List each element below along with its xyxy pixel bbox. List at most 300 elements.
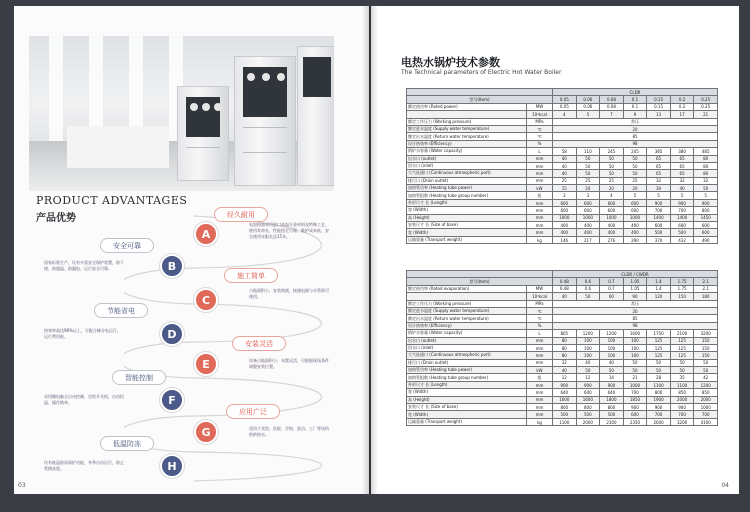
advantages-heading-cn: 产品优势 [36, 213, 76, 224]
table-cell: 20 [553, 307, 718, 314]
table-cell: 400 [576, 229, 600, 236]
table-cell: 25 [553, 177, 577, 184]
table-cell: mm [527, 162, 553, 169]
table-cell: 32 [553, 359, 577, 366]
table-cell: 3200 [694, 330, 718, 337]
table-cell: 3 [576, 192, 600, 199]
table-cell: 110 [576, 148, 600, 155]
table-cell: 85 [553, 315, 718, 322]
table-cell: 21 [623, 374, 647, 381]
advantages-heading-en: PRODUCT ADVANTAGES [36, 194, 188, 207]
table-row [407, 118, 718, 125]
table-cell: 9 [623, 111, 647, 118]
table-cell: 安装尺寸 长 (Size of base) [407, 222, 527, 229]
table-cell: 安装尺寸 长 (Size of base) [407, 404, 527, 411]
table-row [407, 155, 718, 162]
table-cell: 42 [694, 374, 718, 381]
table-cell: 0.1 [623, 96, 647, 103]
table-cell: 锅炉水容量 (Water capacity) [407, 330, 527, 337]
table-cell: 2100 [600, 418, 624, 425]
table-cell: 0.2 [670, 96, 694, 103]
table-cell: 850 [670, 389, 694, 396]
table-cell: 90 [623, 293, 647, 300]
table-cell: 1.75 [670, 278, 694, 285]
table-cell: 50 [694, 359, 718, 366]
table-cell: 640 [600, 389, 624, 396]
advantage-b-desc: 国家标准生产，设有多重安全保护装置，防干烧、防超温、防漏电，运行安全可靠。 [44, 260, 124, 271]
table-cell: 宽 (Width) [407, 411, 527, 418]
table-cell: 1400 [670, 214, 694, 221]
table-cell: 50 [576, 162, 600, 169]
table-cell: 1.75 [670, 285, 694, 292]
table-cell: 40 [553, 155, 577, 162]
table-cell: 100 [576, 337, 600, 344]
table-cell: 0.2 [670, 103, 694, 110]
table-cell: kW [527, 367, 553, 374]
table-cell: 大气连通口 (Continuous atmospheric port) [407, 170, 527, 177]
advantage-e-badge: E [194, 352, 218, 376]
table-cell: 1600 [553, 396, 577, 403]
table-cell: 400 [600, 222, 624, 229]
table-cell: 50 [647, 359, 671, 366]
table-cell: 58 [553, 148, 577, 155]
table-cell: 1.05 [623, 278, 647, 285]
table-cell: 1450 [694, 214, 718, 221]
advantage-a-badge: A [194, 222, 218, 246]
table-cell: MPa [527, 118, 553, 125]
table-cell: 1100 [647, 381, 671, 388]
table-cell: 常压 [553, 300, 718, 307]
table-cell: 805 [553, 330, 577, 337]
table-cell: 600 [553, 199, 577, 206]
table-cell: 600 [553, 207, 577, 214]
table-cell: 217 [576, 236, 600, 243]
table-cell: 25 [576, 177, 600, 184]
table-cell: mm [527, 177, 553, 184]
table-cell [407, 293, 527, 300]
table-cell: 385 [647, 148, 671, 155]
product-photo [29, 36, 334, 191]
table-cell: 宽 (Width) [407, 207, 527, 214]
table-row [407, 148, 718, 155]
table-cell: 大气连通口 (Continuous atmospheric port) [407, 352, 527, 359]
table-row [407, 352, 718, 359]
table-cell: 32 [670, 177, 694, 184]
table-cell: 1100 [553, 418, 577, 425]
table-cell: 35 [670, 374, 694, 381]
advantage-f-badge: F [160, 388, 184, 412]
table-cell: 600 [576, 207, 600, 214]
table-cell: 700 [694, 411, 718, 418]
table-cell: 0.15 [647, 96, 671, 103]
table-row [407, 307, 718, 314]
table-row [407, 192, 718, 199]
table-cell: 100 [623, 344, 647, 351]
table-cell: mm [527, 214, 553, 221]
table-row [407, 396, 718, 403]
table-cell: 额定出水温度 (Return water temperature) [407, 133, 527, 140]
table-cell: 1.4 [647, 278, 671, 285]
table-cell: 10⁴kcal [527, 293, 553, 300]
table-cell: 65 [670, 162, 694, 169]
table-cell: 640 [553, 389, 577, 396]
table-cell: 100 [623, 352, 647, 359]
table-cell: 1200 [576, 330, 600, 337]
table-cell: 0.6 [576, 278, 600, 285]
table-cell: 1.05 [623, 285, 647, 292]
table-cell: mm [527, 352, 553, 359]
table-cell: CLDR / CWDR [553, 271, 718, 278]
table-row [407, 103, 718, 110]
table-cell: 100 [600, 337, 624, 344]
advantage-c-title: 施工简单 [224, 268, 278, 283]
table-cell: 80 [553, 352, 577, 359]
table-cell: 13 [647, 111, 671, 118]
table-cell: 125 [647, 337, 671, 344]
advantage-f-title: 智能控制 [112, 370, 166, 385]
table-cell: 额定进水温度 (Supply water temperature) [407, 125, 527, 132]
table-cell: 100 [600, 344, 624, 351]
table-row [407, 337, 718, 344]
table-cell: 50 [576, 170, 600, 177]
table-cell: 125 [647, 344, 671, 351]
table-cell: 常压 [553, 118, 718, 125]
page-number-right: 04 [721, 482, 729, 489]
table-row [407, 162, 718, 169]
table-cell: 600 [623, 207, 647, 214]
table-cell: % [527, 322, 553, 329]
table-cell: 额定出水温度 (Return water temperature) [407, 315, 527, 322]
table-cell: 100 [576, 352, 600, 359]
table-cell: 50 [600, 170, 624, 177]
table-row [407, 344, 718, 351]
table-cell: 400 [600, 229, 624, 236]
table-cell: 回水口 (inlet) [407, 344, 527, 351]
table-cell: 1000 [623, 214, 647, 221]
table-cell: 50 [623, 367, 647, 374]
table-header-row [407, 96, 718, 103]
table-cell: 额定工作压力 (Working pressure) [407, 118, 527, 125]
table-cell: mm [527, 229, 553, 236]
table-cell: 3 [553, 192, 577, 199]
table-cell: 98 [553, 140, 718, 147]
table-row [407, 229, 718, 236]
table-cell: 700 [647, 411, 671, 418]
spec-title: 电热水锅炉技术参数 [401, 56, 500, 69]
table-cell: 出水口 (outlet) [407, 337, 527, 344]
table-cell: 432 [670, 236, 694, 243]
table-cell: 加热管组数 (Heating tube group number) [407, 374, 527, 381]
advantage-a-desc: 电加热器采用进口高温合金材料及特殊工艺，使用寿命长，性能稳定可靠，维护成本低，安全使用年限长达15年。 [249, 222, 329, 239]
table-cell: 4100 [694, 418, 718, 425]
table-cell: 65 [670, 155, 694, 162]
table-cell: 型号(Item) [407, 278, 553, 285]
table-cell: 锅炉水容量 (Water capacity) [407, 148, 527, 155]
table-cell: 50 [576, 155, 600, 162]
spec-table-2 [406, 270, 718, 426]
advantage-e-desc: 设备占地面积小，布置灵活，可根据现场条件调整安装位置。 [249, 358, 329, 369]
table-cell: 20 [600, 185, 624, 192]
table-cell: 900 [576, 381, 600, 388]
table-cell: 20 [576, 185, 600, 192]
table-cell: 2.1 [694, 278, 718, 285]
table-cell: 运输重量 (Transport weight) [407, 236, 527, 243]
table-cell: 600 [576, 199, 600, 206]
table-cell: 0.05 [553, 96, 577, 103]
table-row [407, 293, 718, 300]
table-cell: 2000 [670, 396, 694, 403]
advantage-b-badge: B [160, 254, 184, 278]
table-cell: 1.4 [647, 285, 671, 292]
table-cell: 900 [553, 381, 577, 388]
advantage-h-desc: 设有低温防冻保护功能，冬季自动运行，防止管路冻裂。 [44, 460, 124, 471]
table-cell: 60 [600, 293, 624, 300]
table-cell: mm [527, 199, 553, 206]
table-cell: 400 [576, 222, 600, 229]
table-cell: 98 [553, 322, 718, 329]
table-cell: mm [527, 207, 553, 214]
advantage-d-title: 节能省电 [94, 303, 148, 318]
table-cell: 0.05 [553, 103, 577, 110]
table-cell: 5 [576, 111, 600, 118]
table-cell: 1200 [694, 381, 718, 388]
table-cell: 50 [670, 359, 694, 366]
table-cell: 1750 [647, 330, 671, 337]
table-cell: 600 [647, 222, 671, 229]
table-cell: 50 [623, 170, 647, 177]
table-cell: 高 (Height) [407, 214, 527, 221]
table-cell: 500 [600, 411, 624, 418]
table-cell: 65 [647, 155, 671, 162]
table-row [407, 207, 718, 214]
table-cell: 0.25 [694, 96, 718, 103]
table-cell: MW [527, 103, 553, 110]
table-cell: % [527, 140, 553, 147]
table-cell: 设计热效率 (Efficiency) [407, 140, 527, 147]
table-cell: 900 [600, 381, 624, 388]
table-cell: 400 [623, 229, 647, 236]
table-cell: 外形尺寸 长 (Length) [407, 381, 527, 388]
advantage-h-title: 低温防冻 [100, 436, 154, 451]
table-cell: 850 [694, 389, 718, 396]
table-row [407, 330, 718, 337]
table-cell: 排污口 (Drain outlet) [407, 177, 527, 184]
table-cell: 85 [553, 133, 718, 140]
table-cell: 17 [670, 111, 694, 118]
table-cell: 65 [647, 162, 671, 169]
table-row [407, 236, 718, 243]
table-cell: 2350 [623, 418, 647, 425]
table-cell: 65 [670, 170, 694, 177]
table-cell: 50 [600, 155, 624, 162]
table-cell: 0.08 [600, 96, 624, 103]
table-cell: 80 [694, 162, 718, 169]
table-cell: 800 [600, 404, 624, 411]
table-header-row [407, 271, 718, 278]
table-cell: 40 [576, 359, 600, 366]
table-row [407, 367, 718, 374]
table-cell: ℃ [527, 315, 553, 322]
table-cell: 排污口 (Drain outlet) [407, 359, 527, 366]
table-cell: 900 [670, 404, 694, 411]
table-cell: 640 [576, 389, 600, 396]
table-cell: 100 [600, 352, 624, 359]
table-cell: 400 [623, 222, 647, 229]
table-cell: mm [527, 344, 553, 351]
table-cell: 2000 [694, 396, 718, 403]
table-cell: 1200 [600, 330, 624, 337]
table-cell: 600 [670, 222, 694, 229]
table-cell: 40 [553, 367, 577, 374]
table-cell: mm [527, 359, 553, 366]
table-cell: 900 [694, 199, 718, 206]
table-cell: 40 [553, 170, 577, 177]
table-cell: 1600 [576, 396, 600, 403]
table-cell: MPa [527, 300, 553, 307]
advantage-g-badge: G [194, 420, 218, 444]
table-row [407, 418, 718, 425]
table-cell: 50 [623, 162, 647, 169]
table-cell: 50 [600, 162, 624, 169]
table-cell: 50 [623, 155, 647, 162]
table-row [407, 214, 718, 221]
table-cell: kg [527, 418, 553, 425]
table-cell: 30 [647, 185, 671, 192]
table-cell: 额定工作压力 (Working pressure) [407, 300, 527, 307]
table-cell: 600 [600, 207, 624, 214]
table-cell: 5 [647, 192, 671, 199]
boiler-cabinet-large [234, 56, 296, 186]
table-cell: 0.7 [600, 278, 624, 285]
table-cell: 80 [553, 344, 577, 351]
table-cell: 146 [553, 236, 577, 243]
table-cell: 700 [647, 207, 671, 214]
table-cell: mm [527, 396, 553, 403]
table-cell: 900 [647, 404, 671, 411]
table-cell: 65 [647, 170, 671, 177]
table-cell: 15 [553, 185, 577, 192]
table-cell: 宽 (Width) [407, 389, 527, 396]
table-cell: 0.48 [553, 278, 577, 285]
advantage-d-desc: 热效率高达98%以上，可配合峰谷电运行，运行费用低。 [44, 328, 121, 339]
table-cell: 100 [576, 344, 600, 351]
table-cell: 700 [623, 389, 647, 396]
table-cell: 出水口 (outlet) [407, 155, 527, 162]
advantage-c-desc: 占地面积小，安装简便，接通电源与水管即可使用。 [249, 288, 329, 299]
table-cell: ℃ [527, 307, 553, 314]
table-cell: CLDR [553, 89, 718, 96]
table-cell: 0.06 [576, 103, 600, 110]
table-cell: 28 [647, 374, 671, 381]
table-row [407, 285, 718, 292]
table-cell: 125 [670, 337, 694, 344]
table-cell: 2.1 [694, 285, 718, 292]
table-cell: 50 [600, 367, 624, 374]
table-row [407, 222, 718, 229]
table-cell: 400 [553, 222, 577, 229]
table-cell [407, 89, 553, 96]
table-cell: 700 [670, 207, 694, 214]
table-cell: 50 [576, 293, 600, 300]
table-cell: 0.48 [553, 285, 577, 292]
table-cell: 900 [647, 199, 671, 206]
table-row [407, 170, 718, 177]
table-cell: 20 [623, 185, 647, 192]
table-cell: 150 [694, 344, 718, 351]
table-row [407, 111, 718, 118]
table-cell: 0.7 [600, 285, 624, 292]
table-cell: 0.06 [576, 96, 600, 103]
table-cell: 组 [527, 192, 553, 199]
advantage-d-badge: D [160, 322, 184, 346]
table-cell: 宽 (Width) [407, 229, 527, 236]
table-row [407, 315, 718, 322]
table-cell: 0.1 [623, 103, 647, 110]
table-cell: 2100 [670, 330, 694, 337]
table-cell: 20 [553, 125, 718, 132]
table-cell: 120 [647, 293, 671, 300]
table-cell: 180 [694, 293, 718, 300]
table-cell: 40 [553, 293, 577, 300]
table-row [407, 404, 718, 411]
table-cell: 0.08 [600, 103, 624, 110]
table-cell: MW [527, 285, 553, 292]
table-cell: mm [527, 404, 553, 411]
table-cell: 40 [553, 162, 577, 169]
spec-subtitle: The Technical parameters of Electric Hot Water Boiler [401, 69, 562, 76]
table-cell: 2000 [576, 418, 600, 425]
table-cell: 400 [553, 229, 577, 236]
table-header-row [407, 278, 718, 285]
table-cell: 150 [670, 293, 694, 300]
advantage-c-badge: C [194, 288, 218, 312]
table-cell: 50 [694, 185, 718, 192]
table-cell: 2600 [647, 418, 671, 425]
table-cell: 500 [553, 411, 577, 418]
table-cell: 800 [576, 404, 600, 411]
table-cell: 700 [670, 411, 694, 418]
table-cell: 额定热功率 (Rated power) [407, 103, 527, 110]
table-cell: 32 [694, 177, 718, 184]
table-cell: 80 [694, 155, 718, 162]
table-cell: 加热管功率 (Heating tube power) [407, 185, 527, 192]
table-cell: 21 [694, 111, 718, 118]
table-cell: 1400 [647, 214, 671, 221]
table-cell: 0.15 [647, 103, 671, 110]
table-cell: 12 [553, 374, 577, 381]
table-cell: 4 [553, 111, 577, 118]
advantage-a-title: 经久耐用 [214, 207, 268, 222]
table-cell: 1800 [600, 396, 624, 403]
table-cell: 600 [623, 411, 647, 418]
table-cell: 型号(Item) [407, 96, 553, 103]
table-cell: 150 [694, 337, 718, 344]
table-row [407, 389, 718, 396]
table-cell: 500 [670, 229, 694, 236]
page-number-left: 03 [18, 482, 26, 489]
table-cell: 50 [576, 367, 600, 374]
table-row [407, 177, 718, 184]
table-cell: 0.6 [576, 285, 600, 292]
table-cell: 组 [527, 374, 553, 381]
table-row [407, 411, 718, 418]
table-cell: 800 [694, 207, 718, 214]
table-cell: 100 [623, 337, 647, 344]
table-cell: 运输重量 (Transport weight) [407, 418, 527, 425]
table-cell: 600 [600, 199, 624, 206]
table-cell: 加热管功率 (Heating tube power) [407, 367, 527, 374]
table-cell: 600 [694, 229, 718, 236]
